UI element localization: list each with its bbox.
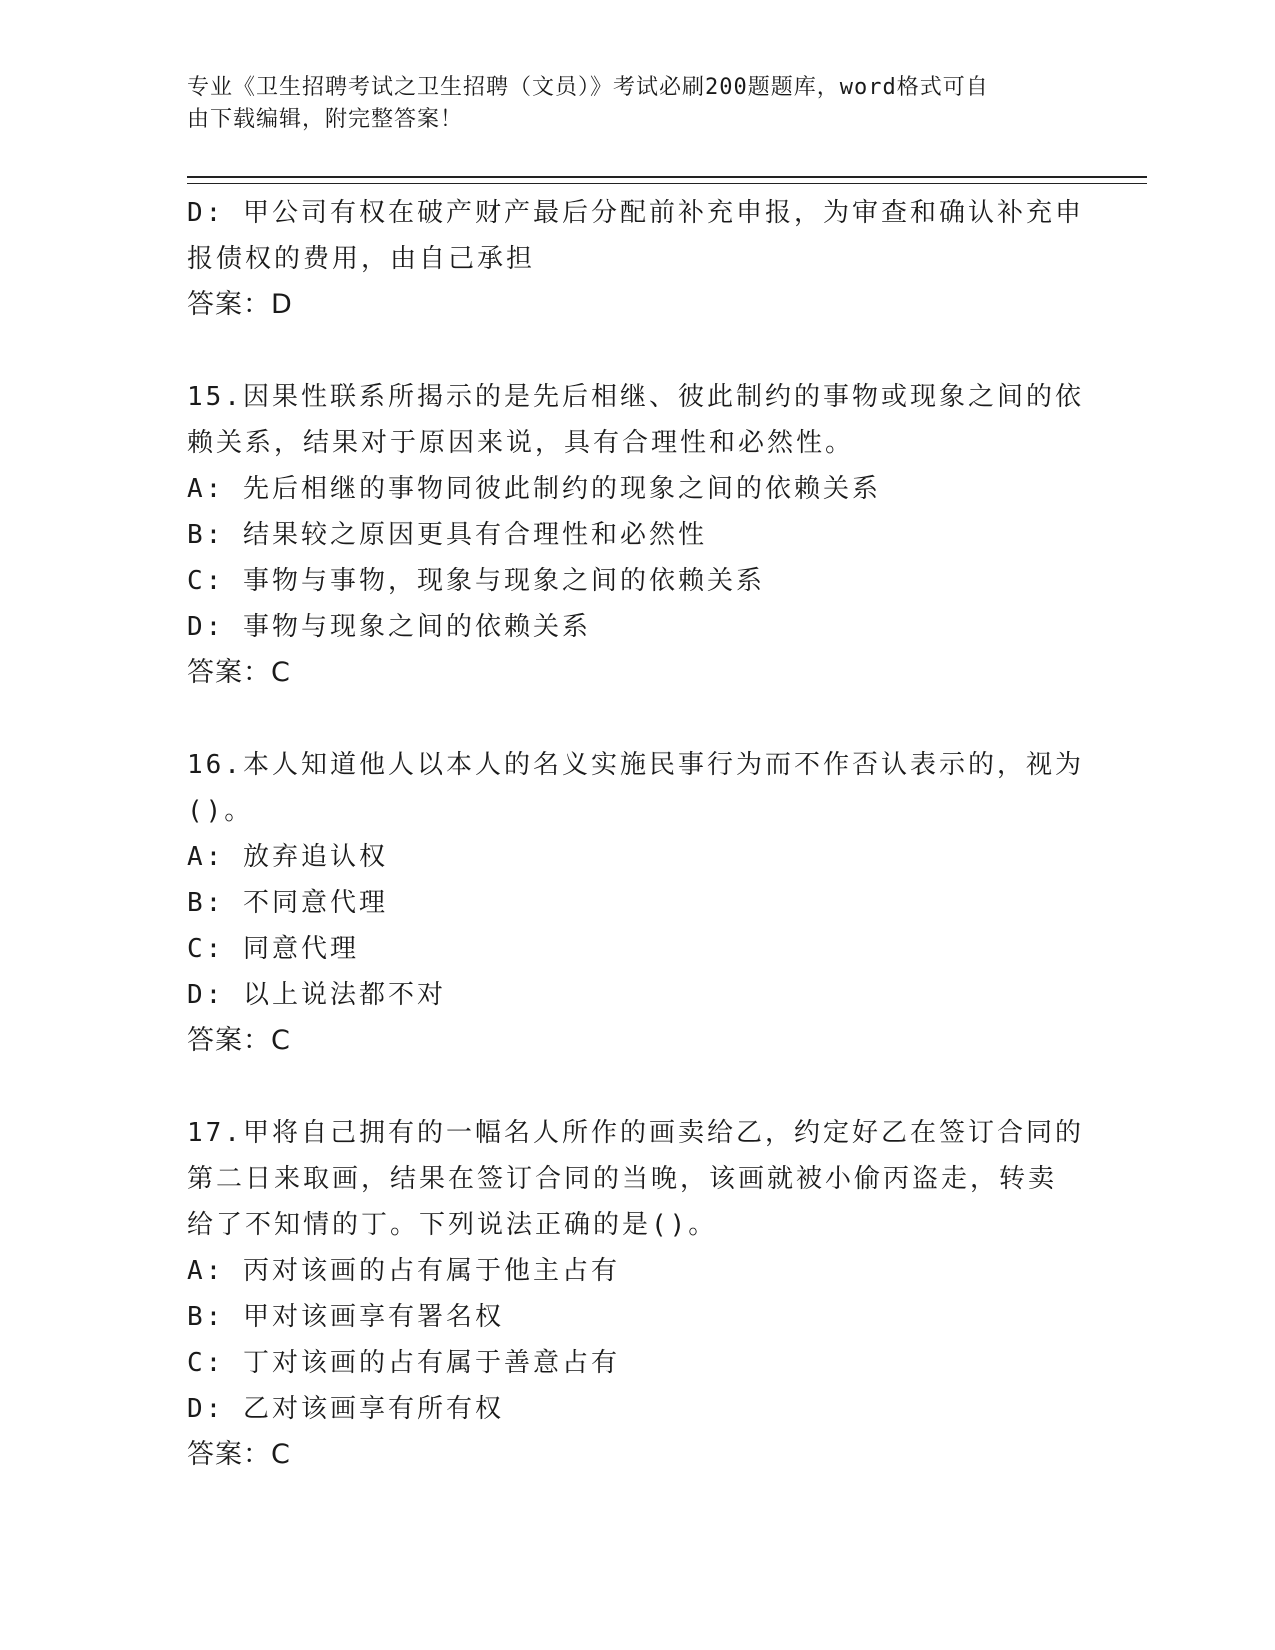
question-stem: 赖关系，结果对于原因来说，具有合理性和必然性。 (187, 428, 855, 458)
option-b: B: 结果较之原因更具有合理性和必然性 (187, 520, 707, 550)
header-line-1: 专业《卫生招聘考试之卫生招聘（文员）》考试必刷200题题库，word格式可自 (187, 75, 989, 100)
option-d: D: 事物与现象之间的依赖关系 (187, 612, 591, 642)
option-d-continued: 报债权的费用，由自己承担 (187, 244, 536, 274)
option-a: A: 放弃追认权 (187, 842, 388, 872)
header-divider (187, 176, 1147, 184)
previous-question-tail (187, 190, 1087, 328)
option-c: C: 事物与事物，现象与现象之间的依赖关系 (187, 566, 765, 596)
question-stem: 15.因果性联系所揭示的是先后相继、彼此制约的事物或现象之间的依 (187, 382, 1084, 412)
answer-line: 答案：C (187, 1025, 291, 1056)
question-stem: 给了不知情的丁。下列说法正确的是()。 (187, 1210, 718, 1240)
option-d: D: 甲公司有权在破产财产最后分配前补充申报，为审查和确认补充申 (187, 198, 1084, 228)
page-header (187, 72, 1087, 136)
option-c: C: 同意代理 (187, 934, 359, 964)
option-d: D: 乙对该画享有所有权 (187, 1394, 504, 1424)
header-line-2: 由下载编辑，附完整答案！ (187, 107, 464, 132)
option-c: C: 丁对该画的占有属于善意占有 (187, 1348, 620, 1378)
question-stem: 16.本人知道他人以本人的名义实施民事行为而不作否认表示的，视为 (187, 750, 1084, 780)
option-d: D: 以上说法都不对 (187, 980, 446, 1010)
question-stem: 17.甲将自己拥有的一幅名人所作的画卖给乙，约定好乙在签订合同的 (187, 1118, 1084, 1148)
option-a: A: 丙对该画的占有属于他主占有 (187, 1256, 620, 1286)
option-b: B: 甲对该画享有署名权 (187, 1302, 504, 1332)
question-stem: ()。 (187, 796, 254, 826)
answer-line: 答案：C (187, 1439, 291, 1470)
option-a: A: 先后相继的事物同彼此制约的现象之间的依赖关系 (187, 474, 881, 504)
document-body (187, 190, 1087, 1478)
question-17 (187, 1110, 1087, 1478)
question-16 (187, 742, 1087, 1064)
answer-line: 答案：C (187, 657, 291, 688)
question-15 (187, 374, 1087, 696)
option-b: B: 不同意代理 (187, 888, 388, 918)
answer-line: 答案：D (187, 289, 293, 320)
question-stem: 第二日来取画，结果在签订合同的当晚，该画就被小偷丙盗走，转卖 (187, 1164, 1058, 1194)
